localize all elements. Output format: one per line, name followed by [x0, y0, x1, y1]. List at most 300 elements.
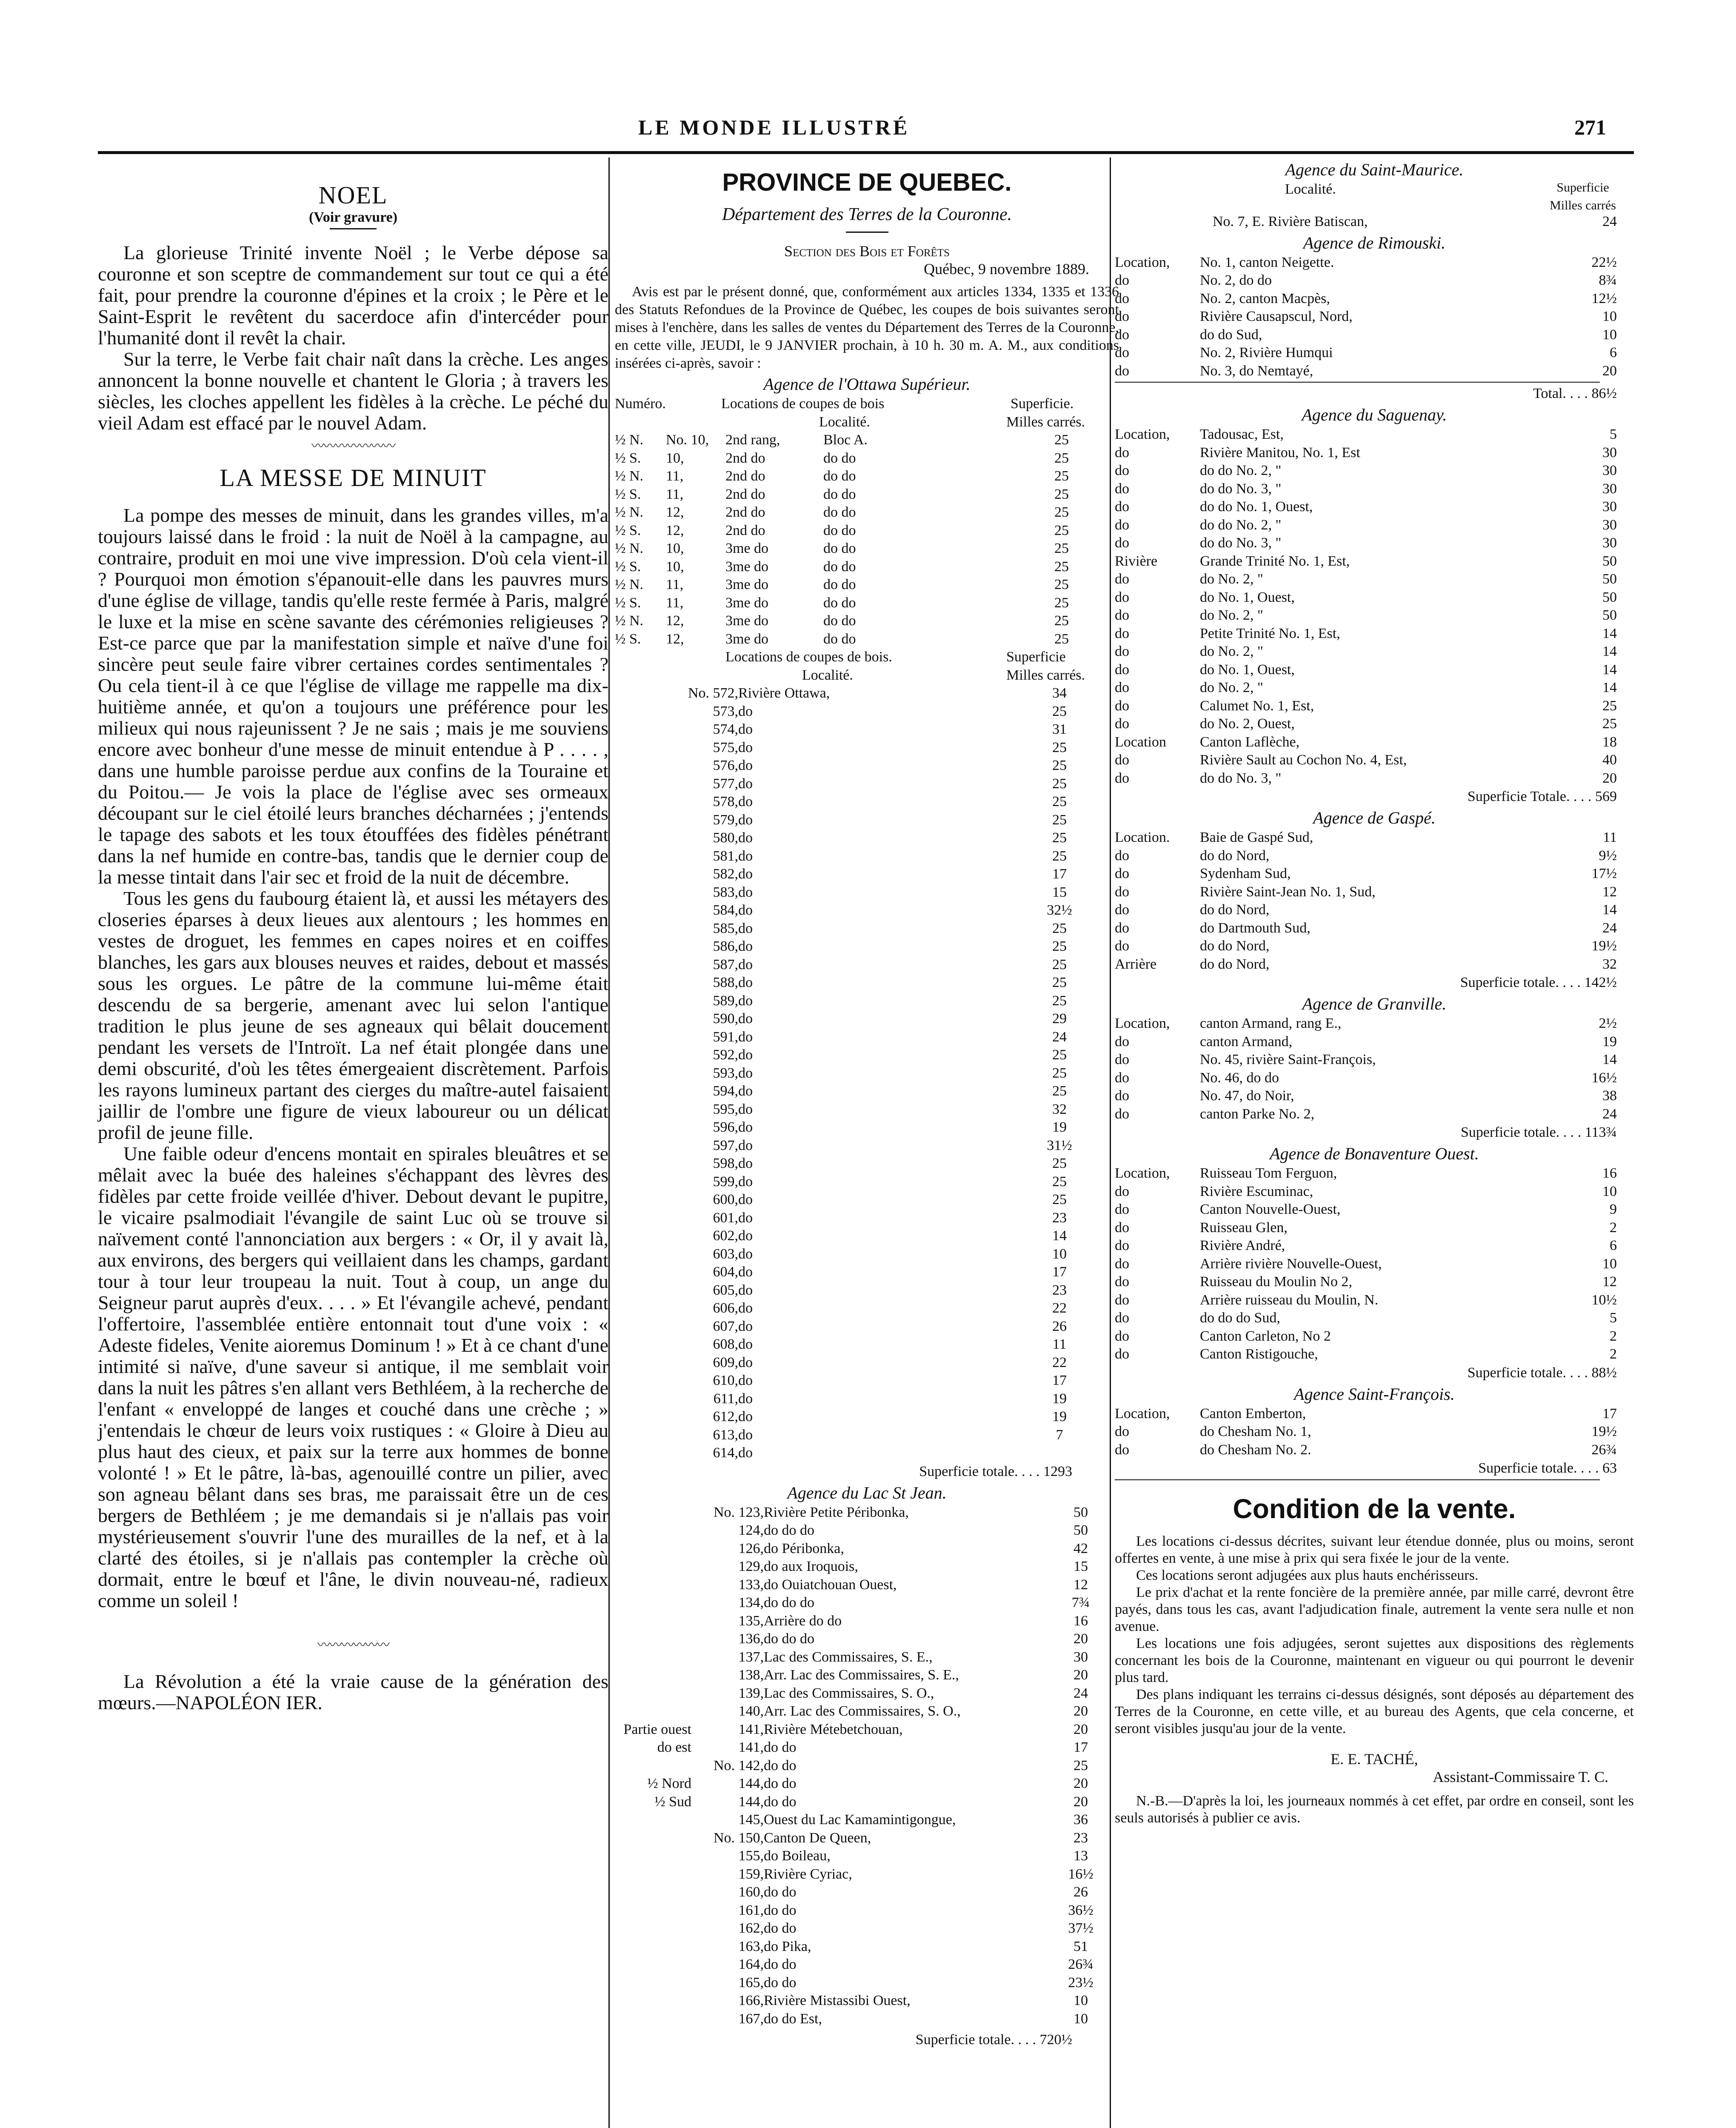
- table-cell: 20: [1074, 1667, 1088, 1683]
- table-cell: do: [738, 758, 753, 773]
- table-cell: 20: [1074, 1776, 1088, 1791]
- table-cell: No. 1, canton Neigette.: [1200, 254, 1334, 270]
- table-cell: do do do: [764, 1631, 814, 1647]
- header-rule: [98, 151, 1634, 154]
- table-cell: do: [738, 1156, 753, 1171]
- table-cell: do: [1115, 345, 1129, 360]
- table-cell: 16: [1074, 1613, 1088, 1629]
- table-cell: [615, 1847, 691, 1865]
- table-cell: 32½: [1047, 902, 1072, 918]
- table-cell: 10: [1602, 309, 1617, 324]
- header-cell: Superficie.: [1011, 396, 1074, 412]
- table-row: [1115, 715, 1634, 733]
- table-cell: No. 10,: [666, 432, 709, 448]
- table-cell: do: [738, 721, 753, 737]
- cell: No. 7, E. Rivière Batiscan,: [1213, 214, 1368, 229]
- table-cell: 144,: [738, 1793, 764, 1810]
- column-divider-left: [608, 157, 610, 2128]
- table-cell: 10,: [666, 450, 684, 466]
- table-cell: 25: [1602, 698, 1617, 714]
- table-cell: do do: [764, 1902, 797, 1918]
- table-cell: do: [1115, 770, 1129, 786]
- table-cell: 25: [1052, 1083, 1067, 1099]
- table-cell: do: [738, 1445, 753, 1461]
- table-cell: Rivière Saint-Jean No. 1, Sud,: [1200, 884, 1376, 900]
- table-row: [615, 1612, 1119, 1630]
- table-cell: 25: [1054, 577, 1069, 592]
- table-cell: 137,: [738, 1649, 764, 1665]
- table-cell: ½ Sud: [654, 1793, 691, 1810]
- table-cell: 610,: [713, 1373, 738, 1388]
- table-cell: do: [738, 992, 753, 1009]
- table-row: [1115, 625, 1634, 643]
- agency-lac-st-jean: Agence du Lac St Jean.: [787, 1483, 947, 1502]
- table-cell: 20: [1602, 770, 1617, 786]
- table-cell: 25: [1054, 541, 1069, 556]
- table-cell: 161,: [738, 1902, 764, 1918]
- table-row: [615, 1046, 1119, 1064]
- table-row: [615, 1630, 1119, 1648]
- table-row: [615, 486, 1119, 504]
- table-cell: 20: [1074, 1703, 1088, 1719]
- table-cell: do: [1115, 698, 1129, 714]
- table-cell: Rivière Cyriac,: [764, 1866, 852, 1882]
- table-cell: do: [1115, 1346, 1129, 1362]
- table-cell: 613,: [713, 1427, 738, 1443]
- table-row: [615, 1666, 1119, 1685]
- table-cell: 10: [1602, 1256, 1617, 1272]
- table-cell: do do: [764, 1974, 797, 1991]
- table-cell: do: [1115, 661, 1129, 678]
- table-cell: 576,: [713, 758, 738, 773]
- table-cell: 3me do: [725, 631, 769, 647]
- table-cell: Ouest du Lac Kamamintigongue,: [764, 1812, 956, 1828]
- table-cell: do: [1115, 938, 1129, 954]
- table-cell: do: [738, 1029, 753, 1045]
- table-row: [615, 703, 1119, 721]
- table-row: [1115, 462, 1634, 480]
- table-cell: 594,: [713, 1083, 738, 1099]
- table-row: [1115, 606, 1634, 625]
- table-cell: 23: [1074, 1830, 1088, 1846]
- table-cell: do do No. 2, ": [1200, 463, 1282, 478]
- table-cell: 19½: [1591, 1424, 1617, 1439]
- table-cell: 14: [1602, 625, 1617, 641]
- table-cell: do do Nord,: [1200, 956, 1270, 972]
- table-cell: do: [1115, 1442, 1129, 1458]
- table-cell: canton Armand,: [1200, 1033, 1293, 1050]
- table-row: [1115, 344, 1634, 362]
- table-cell: canton Parke No. 2,: [1200, 1106, 1315, 1122]
- table-cell: do do No. 2, ": [1200, 517, 1282, 533]
- napoleon-quote: [98, 1671, 608, 1713]
- table-cell: 25: [1052, 1192, 1067, 1207]
- table-row: [1115, 1087, 1634, 1105]
- table-cell: do Dartmouth Sud,: [1200, 920, 1311, 936]
- header-cell: Superficie: [1556, 180, 1609, 194]
- table-cell: Sydenham Sud,: [1200, 866, 1291, 881]
- table-cell: do: [1115, 481, 1129, 497]
- table-cell: do do: [823, 631, 856, 647]
- table-cell: No. 2, do do: [1200, 272, 1272, 288]
- table-cell: 24: [1074, 1685, 1088, 1701]
- table-cell: 10½: [1591, 1292, 1617, 1308]
- table-cell: do No. 1, Ouest,: [1200, 589, 1295, 605]
- table-cell: 10,: [666, 541, 684, 556]
- table-cell: ½ N.: [615, 613, 644, 629]
- table-cell: 20: [1074, 1631, 1088, 1647]
- agency-ottawa: Agence de l'Ottawa Supérieur.: [763, 375, 971, 394]
- table-cell: do No. 2, Ouest,: [1200, 716, 1295, 732]
- table-cell: do: [738, 920, 753, 936]
- table-row: [1115, 1183, 1634, 1201]
- table-cell: ½ N.: [615, 468, 644, 484]
- table-cell: 25: [1052, 920, 1067, 936]
- table-cell: 611,: [713, 1390, 738, 1407]
- table-row: [615, 1444, 1119, 1462]
- table-cell: 25: [1054, 558, 1069, 575]
- cell: 24: [1602, 214, 1617, 229]
- table-cell: Location: [1115, 734, 1166, 750]
- table-cell: 159,: [738, 1866, 764, 1882]
- table-cell: Ruisseau Tom Ferguon,: [1200, 1165, 1337, 1181]
- table-cell: 25: [1054, 450, 1069, 466]
- messe-paragraph: Tous les gens du faubourg étaient là, et aussi les métayers des closeries éparses à deux lieues aux alentours ; les hommes en vestes de droguet, les femmes en capes noires et en coiffes blanches, les gars aux blouses neuves et raides, debout et massés sous les orgues. Le pâtre de la commune lui-même était descendu de sa bergerie, amenant avec lui selon l'antique tradition le plus jeune de ses agneaux qui bêlait doucement pendant les versets de l'Introït. La nef était plongée dans une demi obscurité, d'où les têtes émergeaient discrètement. Parfois les rayons lumineux partant des cierges du maître-autel faisaient jaillir de l'ombre une figure de vieux laboureur ou un délicat profil de jeune fille.: [98, 887, 608, 1143]
- table-row: [615, 884, 1119, 902]
- wavy-separator: 〰〰〰〰〰〰: [317, 1638, 389, 1652]
- table-row: [1115, 1069, 1634, 1087]
- table-cell: 9: [1610, 1201, 1617, 1217]
- table-header: [1115, 198, 1634, 213]
- total-lac-st-jean: Superficie totale. . . . 720½: [915, 2032, 1072, 2048]
- table-cell: 17: [1052, 866, 1067, 882]
- table-cell: do: [738, 1011, 753, 1027]
- table-cell: 29: [1052, 1011, 1067, 1027]
- table-row: [615, 1992, 1119, 2010]
- table-cell: 2nd do: [725, 450, 765, 466]
- table-row: [1115, 1164, 1634, 1183]
- table-cell: do do: [823, 558, 856, 575]
- table-row: [615, 1336, 1119, 1354]
- table-cell: do do: [823, 613, 856, 629]
- table-cell: Rivière Sault au Cochon No. 4, Est,: [1200, 752, 1407, 768]
- table-cell: do do: [823, 504, 856, 520]
- table-cell: do do: [823, 450, 856, 466]
- table-cell: do: [1115, 680, 1129, 695]
- table-cell: do: [738, 794, 753, 809]
- table-cell: No. 2, Rivière Humqui: [1200, 345, 1333, 360]
- notice-text: Avis est par le présent donné, que, conformément aux articles 1334, 1335 et 1336 des Statuts Refondues de la Province de Québec, les coupes de bois suivantes seront mises à l'enchère, dans les salles de ventes du Département des Terres de la Couronne, en cette ville, JEUDI, le 9 JANVIER prochain, à 10 h. 30 m. A. M., aux conditions insérées ci-après, savoir :: [615, 284, 1119, 371]
- total-ottawa: Superficie totale. . . . 1293: [919, 1463, 1072, 1479]
- table-row: [615, 757, 1119, 775]
- table-row: [1115, 697, 1634, 715]
- header-cell: Localité.: [1285, 181, 1336, 197]
- table-cell: [615, 1558, 691, 1576]
- table-cell: 23: [1052, 1282, 1067, 1298]
- right-column: [1115, 160, 1634, 1827]
- table-cell: 25: [1052, 1047, 1067, 1063]
- table-cell: do: [1115, 752, 1129, 768]
- rule: [1115, 1479, 1600, 1480]
- table-cell: do: [1115, 1238, 1129, 1253]
- table-cell: do: [738, 830, 753, 846]
- noel-paragraph: Sur la terre, le Verbe fait chair naît dans la crèche. Les anges annoncent la bonne nouvelle et chantent le Gloria ; à travers les siècles, les cloches appellent les fidèles à la crèche. Le péché du vieil Adam est effacé par le nouvel Adam.: [98, 348, 608, 434]
- table-cell: 2: [1610, 1219, 1617, 1236]
- table-cell: 16: [1602, 1165, 1617, 1181]
- table-cell: do: [1115, 1070, 1129, 1086]
- table-row: [1115, 1033, 1634, 1051]
- table-row: [615, 1101, 1119, 1119]
- table-cell: do: [1115, 1183, 1129, 1199]
- table-cell: do: [738, 739, 753, 755]
- table-cell: do do: [764, 1884, 797, 1900]
- table-cell: 50: [1602, 571, 1617, 587]
- table-row: [615, 1118, 1119, 1137]
- table-row: [615, 1245, 1119, 1264]
- table-cell: Arrière do do: [764, 1613, 842, 1629]
- table-cell: 32: [1602, 956, 1617, 972]
- table-row: [615, 938, 1119, 956]
- table-row: [1115, 444, 1634, 462]
- header-cell: Locations de coupes de bois.: [725, 649, 892, 665]
- table-cell: 164,: [738, 1956, 764, 1972]
- table-cell: 25: [1602, 716, 1617, 732]
- table-cell: do: [1115, 363, 1129, 379]
- table-cell: do: [738, 1427, 753, 1443]
- table-cell: 607,: [713, 1318, 738, 1334]
- table-cell: 25: [1052, 703, 1067, 719]
- table-row: [615, 467, 1119, 486]
- table-cell: do: [1115, 326, 1129, 343]
- table-cell: 6: [1610, 1238, 1617, 1253]
- total-gaspe: Superficie totale. . . . 142½: [1460, 975, 1617, 990]
- table-row: [615, 630, 1119, 649]
- table-cell: 12: [1074, 1576, 1088, 1593]
- table-cell: do: [738, 1264, 753, 1280]
- table-cell: do Pika,: [764, 1938, 811, 1954]
- table-row: [615, 1354, 1119, 1372]
- table-cell: Baie de Gaspé Sud,: [1200, 829, 1313, 845]
- table-cell: Calumet No. 1, Est,: [1200, 698, 1314, 714]
- table-cell: [615, 1540, 691, 1558]
- table-row: [1115, 1327, 1634, 1346]
- table-row: [1115, 362, 1634, 380]
- table-row: [615, 612, 1119, 630]
- table-cell: 25: [1074, 1757, 1088, 1773]
- table-cell: 612,: [713, 1409, 738, 1424]
- table-cell: 32: [1052, 1101, 1067, 1117]
- table-cell: 2nd do: [725, 522, 765, 538]
- table-row: [1115, 769, 1634, 788]
- table-cell: do do: [823, 541, 856, 556]
- table-cell: 30: [1074, 1649, 1088, 1665]
- table-cell: 17: [1052, 1264, 1067, 1280]
- table-row: [615, 1702, 1119, 1721]
- table-cell: ½ S.: [615, 558, 641, 575]
- table-cell: 19: [1602, 1033, 1617, 1050]
- table-row: [615, 1173, 1119, 1191]
- table-header: [615, 413, 1119, 432]
- agency-saint-francois: Agence Saint-François.: [1294, 1384, 1455, 1404]
- table-cell: Arrière: [1115, 956, 1157, 972]
- table-row: [1115, 919, 1634, 938]
- table-cell: do: [738, 975, 753, 990]
- table-row: [615, 594, 1119, 612]
- table-cell: Rivière: [1115, 553, 1158, 569]
- table-cell: do do: [764, 1776, 797, 1791]
- agency-granville: Agence de Granville.: [1302, 994, 1447, 1013]
- table-cell: do: [738, 884, 753, 900]
- table-row: [615, 522, 1119, 540]
- table-cell: 37½: [1068, 1920, 1094, 1936]
- table-cell: ½ S.: [615, 631, 641, 647]
- table-cell: 50: [1074, 1522, 1088, 1538]
- table-cell: Lac des Commissaires, S. E.,: [764, 1649, 933, 1665]
- table-cell: do do No. 1, Ouest,: [1200, 499, 1313, 515]
- table-row: [615, 1919, 1119, 1938]
- table-cell: 585,: [713, 920, 738, 936]
- table-cell: 144,: [738, 1776, 764, 1791]
- table-row: [1115, 901, 1634, 919]
- table-cell: 25: [1054, 631, 1069, 647]
- condition-text: [1115, 1533, 1634, 1737]
- table-cell: 139,: [738, 1685, 764, 1701]
- saint-francois-table: [1115, 1405, 1634, 1459]
- table-cell: 19½: [1591, 938, 1617, 954]
- table-row: [615, 847, 1119, 866]
- table-cell: Bloc A.: [823, 432, 868, 448]
- table-cell: do do do: [764, 1522, 814, 1538]
- table-cell: No. 47, do Noir,: [1200, 1088, 1294, 1104]
- table-cell: do No. 2, ": [1200, 571, 1263, 587]
- table-cell: [615, 1594, 691, 1612]
- table-cell: 16½: [1068, 1866, 1094, 1882]
- table-cell: 17: [1074, 1739, 1088, 1755]
- table-cell: do: [1115, 463, 1129, 478]
- table-cell: [615, 1919, 691, 1938]
- table-row: [1115, 308, 1634, 326]
- table-cell: 577,: [713, 775, 738, 792]
- table-cell: Rivière Petite Péribonka,: [764, 1504, 909, 1520]
- table-cell: 160,: [738, 1884, 764, 1900]
- table-row: [615, 1974, 1119, 1992]
- table-cell: 140,: [738, 1703, 764, 1719]
- table-row: [615, 793, 1119, 811]
- table-cell: do: [1115, 589, 1129, 605]
- table-cell: 573,: [713, 703, 738, 719]
- table-cell: do do: [823, 577, 856, 592]
- table-cell: 6: [1610, 345, 1617, 360]
- table-row: [615, 1883, 1119, 1902]
- table-row: [615, 1793, 1119, 1811]
- table-cell: 592,: [713, 1047, 738, 1063]
- table-cell: 19: [1052, 1409, 1067, 1424]
- table-cell: 26: [1052, 1318, 1067, 1334]
- table-cell: No. 572,: [688, 685, 738, 701]
- table-cell: do: [738, 1300, 753, 1316]
- table-cell: ½ N.: [615, 504, 644, 520]
- messe-title: LA MESSE DE MINUIT: [220, 464, 487, 492]
- table-row: [1115, 1105, 1634, 1124]
- table-cell: [615, 1974, 691, 1992]
- table-cell: 591,: [713, 1029, 738, 1045]
- table-cell: do: [1115, 625, 1129, 641]
- table-cell: No. 46, do do: [1200, 1070, 1279, 1086]
- table-cell: 14: [1602, 680, 1617, 695]
- table-cell: 2nd do: [725, 504, 765, 520]
- department-title: Département des Terres de la Couronne.: [722, 205, 1012, 224]
- table-cell: do: [738, 775, 753, 792]
- table-cell: 599,: [713, 1173, 738, 1190]
- messe-paragraph: La pompe des messes de minuit, dans les grandes villes, m'a toujours laissé dans le froid : la nuit de Noël à la campagne, au contraire, produit en moi une vive impression. D'où cela vient-il ? Pourquoi mon émotion s'épanouit-elle dans les pauvres murs d'une église de village, tandis qu'elle reste fermée à Paris, malgré le luxe et la mise en scène savante des cérémonies religieuses ? Est-ce parce que par la manifestation simple et naïve d'une foi sincère peut seule faire vibrer certaines cordes sentimentales ? Ou cela tient-il à ce que l'église de village me rappelle ma dix-huitième année, et qu'on a toujours une préférence pour les milieux qui nous rajeunissent ? Je ne sais ; mais je me souviens encore avec bonheur d'une messe de minuit entendue à P . . . . , dans une humble paroisse perdue aux confins de la Touraine et du Poitou.— Je vois la place de l'église avec ses ormeaux découpant sur le ciel étoilé leurs branches décharnées ; j'entends le tapage des sabots et les toux étouffées des fidèles pénétrant dans la nef humide en contre-bas, tandis que le dernier coup de la messe tintait dans l'air sec et froid de la nuit de décembre.: [98, 504, 608, 888]
- table-row: [615, 974, 1119, 992]
- middle-column: [615, 160, 1119, 2049]
- condition-paragraph: Les locations une fois adjugées, seront sujettes aux dispositions des règlements concernant les bois de la Couronne, maintenant en vigueur ou qui pourront le devenir plus tard.: [1115, 1636, 1634, 1685]
- table-cell: Arr. Lac des Commissaires, S. E.,: [764, 1667, 959, 1683]
- table-cell: Canton De Queen,: [764, 1830, 871, 1846]
- table-cell: 2nd do: [725, 486, 765, 502]
- table-cell: 18: [1602, 734, 1617, 750]
- table-row: [1115, 534, 1634, 552]
- noel-text: [98, 242, 608, 434]
- table-cell: do: [1115, 309, 1129, 324]
- table-cell: No. 45, rivière Saint-François,: [1200, 1052, 1376, 1067]
- table-cell: do do Sud,: [1200, 326, 1262, 343]
- table-cell: do: [738, 1137, 753, 1153]
- table-row: [615, 1372, 1119, 1390]
- table-cell: do est: [657, 1739, 691, 1755]
- table-cell: No. 142,: [713, 1757, 764, 1773]
- table-cell: 124,: [738, 1522, 764, 1538]
- table-cell: do: [1115, 272, 1129, 288]
- table-cell: do do: [764, 1757, 797, 1773]
- total-bonaventure: Superficie totale. . . . 88½: [1467, 1364, 1617, 1381]
- header-cell: Localité.: [802, 667, 853, 683]
- table-cell: No. 150,: [713, 1830, 764, 1846]
- table-cell: 589,: [713, 992, 738, 1009]
- table-row: [615, 1082, 1119, 1101]
- table-cell: [615, 1504, 691, 1522]
- short-rule: [330, 228, 377, 229]
- table-cell: [615, 1685, 691, 1703]
- table-cell: 36½: [1068, 1902, 1094, 1918]
- table-row: [615, 956, 1119, 974]
- table-cell: 578,: [713, 794, 738, 809]
- table-cell: 166,: [738, 1993, 764, 2008]
- table-cell: 26¾: [1591, 1442, 1617, 1458]
- table-cell: 30: [1602, 535, 1617, 551]
- table-cell: 24: [1052, 1029, 1067, 1045]
- table-row: [615, 1318, 1119, 1336]
- table-cell: [615, 1865, 691, 1884]
- table-cell: 25: [1054, 522, 1069, 538]
- table-cell: 10: [1074, 1993, 1088, 2008]
- table-cell: Canton Carleton, No 2: [1200, 1328, 1331, 1344]
- table-row: [615, 1811, 1119, 1829]
- table-cell: 25: [1052, 938, 1067, 954]
- table-cell: 50: [1074, 1504, 1088, 1520]
- table-cell: 603,: [713, 1246, 738, 1262]
- table-row: [615, 1847, 1119, 1865]
- table-cell: 579,: [713, 812, 738, 828]
- table-row: [1115, 290, 1634, 308]
- table-row: [615, 1028, 1119, 1047]
- table-cell: Ruisseau du Moulin No 2,: [1200, 1274, 1352, 1290]
- table-row: [615, 1685, 1119, 1703]
- table-cell: Lac des Commissaires, S. O.,: [764, 1685, 934, 1701]
- table-cell: do do do Sud,: [1200, 1310, 1280, 1326]
- table-cell: 600,: [713, 1192, 738, 1207]
